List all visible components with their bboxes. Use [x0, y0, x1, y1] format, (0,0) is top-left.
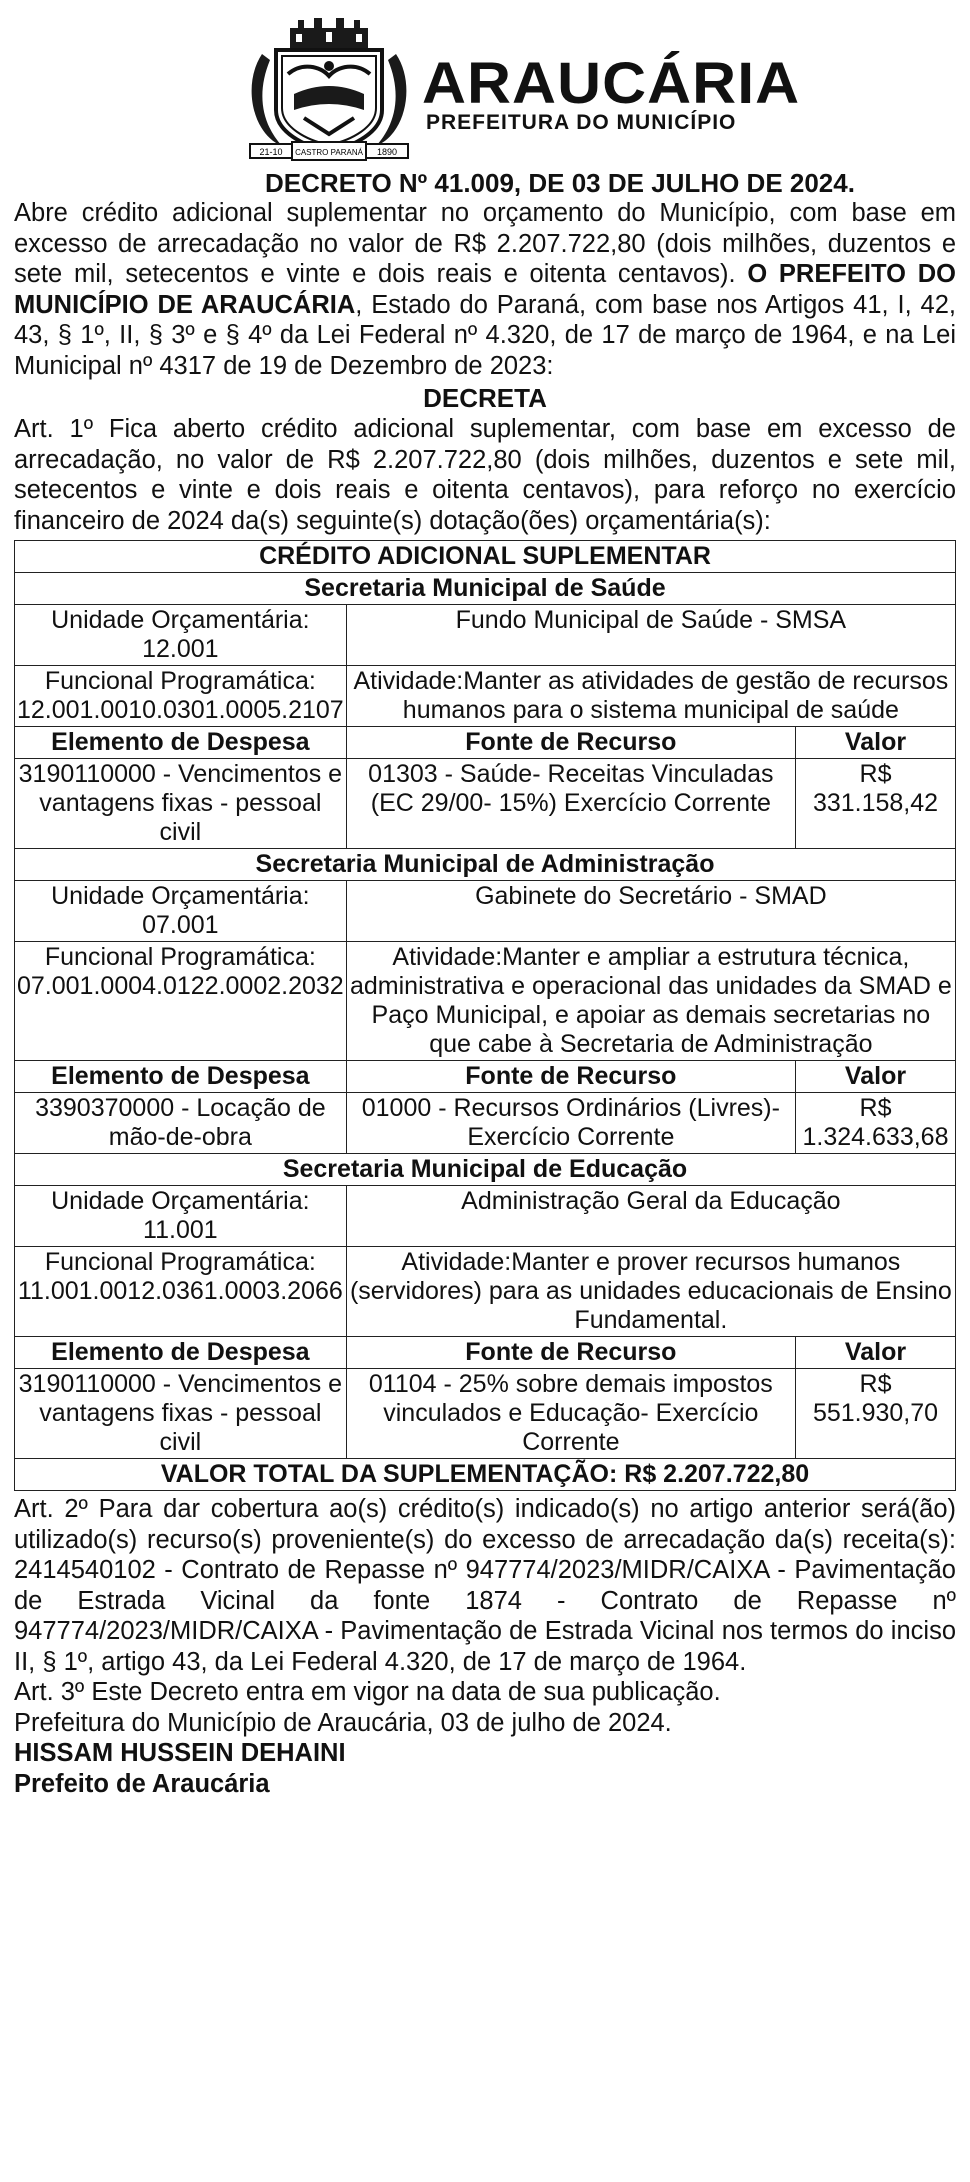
- unidade-name: Fundo Municipal de Saúde - SMSA: [346, 605, 955, 666]
- header-fonte: Fonte de Recurso: [346, 1337, 795, 1369]
- header-fonte: Fonte de Recurso: [346, 727, 795, 759]
- crest-text-left: 21-10: [259, 147, 283, 157]
- table-title: CRÉDITO ADICIONAL SUPLEMENTAR: [15, 541, 956, 573]
- header-valor: Valor: [796, 1061, 956, 1093]
- credit-table: [14, 540, 956, 1491]
- valor: R$ 1.324.633,68: [796, 1093, 956, 1154]
- article-2: Art. 2º Para dar cobertura ao(s) crédito(s) indicado(s) no artigo anterior será(ão) utilizado(s) recurso(s) proveniente(s) do excesso de arrecadação da(s) receita(s): 2414540102 - Contrato de Repasse nº 947774/2023/MIDR/CAIXA - Pavimentação de Estrada Vicinal da fonte 1874 - Contrato de Repasse nº 947774/2023/MIDR/CAIXA - Pavimentação de Estrada Vicinal nos termos do inciso II, § 1º, artigo 43, da Lei Federal 4.320, de 17 de março de 1964.: [14, 1495, 956, 1676]
- city-subtitle: PREFEITURA DO MUNICÍPIO: [426, 111, 737, 134]
- article-1: Art. 1º Fica aberto crédito adicional suplementar, com base em excesso de arrecadação, no valor de R$ 2.207.722,80 (dois milhões, duzentos e sete mil, setecentos e vinte e dois reais e oitenta centavos), para reforço no exercício financeiro de 2024 da(s) seguinte(s) dotação(ões) orçamentária(s):: [14, 415, 956, 535]
- elemento-despesa: 3190110000 - Vencimentos e vantagens fixas - pessoal civil: [15, 759, 347, 849]
- funcional-code: 12.001.0010.0301.0005.2107: [17, 696, 344, 724]
- fonte-recurso: 01104 - 25% sobre demais impostos vinculados e Educação- Exercício Corrente: [346, 1369, 795, 1459]
- ementa: Abre crédito adicional suplementar no orçamento do Município, com base em excesso de arrecadação no valor de R$ 2.207.722,80 (dois milhões, duzentos e sete mil, setecentos e vinte e dois reais e oitenta centavos).: [14, 199, 956, 288]
- header-elemento: Elemento de Despesa: [15, 727, 347, 759]
- unidade-cell: [15, 881, 347, 942]
- signer-name: HISSAM HUSSEIN DEHAINI: [14, 1739, 346, 1767]
- signer-role: Prefeito de Araucária: [14, 1769, 270, 1798]
- header-valor: Valor: [796, 1337, 956, 1369]
- header-elemento: Elemento de Despesa: [15, 1061, 347, 1093]
- table-total: VALOR TOTAL DA SUPLEMENTAÇÃO: R$ 2.207.722,80: [15, 1459, 956, 1491]
- city-crest-logo: [242, 14, 416, 162]
- secretaria-name: Secretaria Municipal de Administração: [15, 849, 956, 881]
- funcional-cell: [15, 942, 347, 1061]
- secretaria-name: Secretaria Municipal de Saúde: [15, 573, 956, 605]
- funcional-code: 07.001.0004.0122.0002.2032: [17, 972, 344, 1000]
- funcional-label: Funcional Programática:: [44, 667, 316, 695]
- unidade-label: Unidade Orçamentária:: [51, 882, 310, 910]
- elemento-despesa: 3190110000 - Vencimentos e vantagens fixas - pessoal civil: [15, 1369, 347, 1459]
- unidade-code: 11.001: [143, 1216, 218, 1244]
- unidade-cell: [15, 605, 347, 666]
- atividade: Atividade:Manter e ampliar a estrutura técnica, administrativa e operacional das unidades da SMAD e Paço Municipal, e apoiar as demais secretarias no que cabe à Secretaria de Administração: [346, 942, 955, 1061]
- atividade: Atividade:Manter e prover recursos humanos (servidores) para as unidades educacionais de Ensino Fundamental.: [346, 1247, 955, 1337]
- unidade-name: Administração Geral da Educação: [346, 1186, 955, 1247]
- funcional-cell: [15, 1247, 347, 1337]
- masthead: [422, 51, 801, 134]
- unidade-cell: [15, 1186, 347, 1247]
- unidade-name: Gabinete do Secretário - SMAD: [346, 881, 955, 942]
- unidade-code: 07.001: [142, 911, 219, 939]
- city-name: ARAUCÁRIA: [422, 51, 801, 116]
- header-elemento: Elemento de Despesa: [15, 1337, 347, 1369]
- header-fonte: Fonte de Recurso: [346, 1061, 795, 1093]
- decree-ementa-preamble: [14, 198, 956, 381]
- funcional-code: 11.001.0012.0361.0003.2066: [17, 1277, 343, 1305]
- valor: R$ 551.930,70: [796, 1369, 956, 1459]
- crest-motto: CASTRO PARANÁ: [295, 148, 363, 157]
- article-3: Art. 3º Este Decreto entra em vigor na data de sua publicação.: [14, 1678, 721, 1706]
- crest-text-right: 1890: [376, 147, 398, 157]
- funcional-label: Funcional Programática:: [44, 943, 316, 971]
- fonte-recurso: 01303 - Saúde- Receitas Vinculadas (EC 29/00- 15%) Exercício Corrente: [346, 759, 795, 849]
- unidade-label: Unidade Orçamentária:: [51, 606, 310, 634]
- funcional-label: Funcional Programática:: [44, 1248, 316, 1276]
- valor: R$ 331.158,42: [796, 759, 956, 849]
- header: [14, 0, 956, 168]
- authority: O PREFEITO DO MUNICÍPIO DE ARAUCÁRIA: [14, 260, 956, 319]
- unidade-code: 12.001: [142, 635, 219, 663]
- secretaria-name: Secretaria Municipal de Educação: [15, 1154, 956, 1186]
- decree-title: DECRETO Nº 41.009, DE 03 DE JULHO DE 2024.: [265, 168, 855, 198]
- atividade: Atividade:Manter as atividades de gestão de recursos humanos para o sistema municipal de saúde: [346, 666, 955, 727]
- fonte-recurso: 01000 - Recursos Ordinários (Livres)- Exercício Corrente: [346, 1093, 795, 1154]
- elemento-despesa: 3390370000 - Locação de mão-de-obra: [15, 1093, 347, 1154]
- decreta-heading: DECRETA: [423, 383, 547, 413]
- place-date: Prefeitura do Município de Araucária, 03 de julho de 2024.: [14, 1708, 672, 1737]
- funcional-cell: [15, 666, 347, 727]
- header-valor: Valor: [796, 727, 956, 759]
- unidade-label: Unidade Orçamentária:: [51, 1187, 310, 1215]
- preamble: , Estado do Paraná, com base nos Artigos 41, I, 42, 43, § 1º, II, § 3º e § 4º da Lei Federal nº 4.320, de 17 de março de 1964, e na Lei Municipal nº 4317 de 19 de Dezembro de 2023:: [14, 290, 956, 380]
